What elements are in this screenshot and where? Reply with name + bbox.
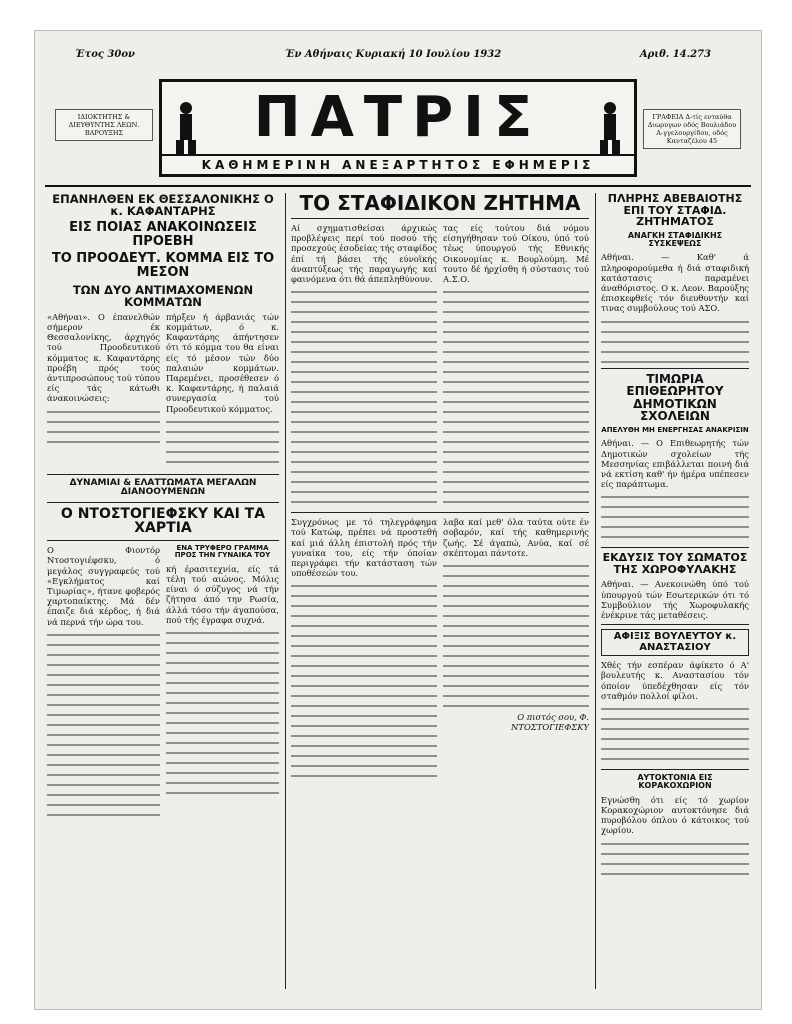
date-line [35, 49, 761, 65]
subhead-uncertainty: ΑΝΑΓΚΗ ΣΤΑΦΙΔΙΚΗΣ ΣΥΣΚΕΨΕΩΣ [627, 230, 723, 249]
headline-anastasiou: ΑΦΙΞΙΣ ΒΟΥΛΕΥΤΟΥ κ. ΑΝΑΣΤΑΣΙΟΥ [601, 629, 749, 656]
article-text: Εγνώσθη ότι είς τό χωρίον Κορακοχώριον αυτοκτόνησε διά πυροβόλου όπλου ό κάτοικος τού χωρίου. [601, 794, 749, 836]
headline-ntostogiefsky: Ο ΝΤΟΣΤΟΓΙΕΦΣΚΥ ΚΑΙ ΤΑ ΧΑΡΤΙΑ [60, 505, 266, 537]
issue-number: Αριθ. 14.273 [639, 49, 711, 60]
article-text: λαβα καί μεθ' όλα ταύτα ούτε έν σοβαρόν, καί τής καθημερινής ζωής. Σέ άγαπώ, Ανύα, καί σέ σκέπτομαι πάντοτε. [443, 517, 589, 558]
article-text: Χθές τήν εσπέραν άφίκετο ό Α' βουλευτής κ. Αναστασίου τόν όποίον ύπεδέχθησαν είς τόν σταθμόν πολλοί φίλοι. [601, 660, 749, 701]
article-text: πήρξεν ή άρβανιάς τών κομμάτων, ό κ. Καφαντάρης άπήντησεν ότι τό κόμμα του θα είναι είς τό μέσον τών δύο παλαιών κομμάτων. Παρεμένει, προσέθεσεν ό κ. Καφαντάρης, ή παλαιά συνεργασία τού Προοδευτικού κόμματος. [166, 311, 279, 414]
year-label: Έτος 30ον [75, 49, 135, 60]
headline-suicide: ΑΥΤΟΚΤΟΝΙΑ ΕΙΣ ΚΟΡΑΚΟΧΩΡΙΟΝ [637, 773, 713, 791]
article-text: κή έρασιτεχνία, είς τά τέλη τού αιώνος. Μόλις είναι ό σύζυγος νά τήν ζήτησα άπό την Ρωσία, άλλά τόσο τήν άγαπούσα, πού τής έγραφα συχνά. [166, 563, 279, 625]
publisher-box [55, 109, 153, 141]
headline-dynamics: ΔΥΝΑΜΙΑΙ & ΕΛΑΤΤΩΜΑΤΑ ΜΕΓΑΛΩΝ ΔΙΑΝΟΟΥΜΕΝΩΝ [69, 477, 257, 498]
headline-stafidikon: ΤΟ ΣΤΑΦΙΔΙΚΟΝ ΖΗΤΗΜΑ [299, 193, 581, 215]
column-divider [285, 193, 286, 989]
headline-kafantaris-4: ΤΩΝ ΔΥΟ ΑΝΤΙΜΑΧΟΜΕΝΩΝ ΚΟΜΜΑΤΩΝ [72, 282, 254, 309]
article-text: Αθήναι. — Ο Επιθεωρητής τών Δημοτικών σχολείων τής Μεσσηνίας επιβάλλεται ποινή διά νά εκτίση καθ' ήν ήμέρα υπέπεσεν είς παράπτωμα. [601, 438, 749, 490]
headline-kafantaris: ΕΠΑΝΗΛΘΕΝ ΕΚ ΘΕΣΣΑΛΟΝΙΚΗΣ Ο κ. ΚΑΦΑΝΤΑΡΗΣ [52, 193, 274, 219]
column-left [47, 193, 279, 989]
headline-uncertainty: ΠΛΗΡΗΣ ΑΒΕΒΑΙΟΤΗΣ ΕΠΙ ΤΟΥ ΣΤΑΦΙΔ. ΖΗΤΗΜΑΤΟΣ [607, 193, 743, 229]
masthead-rule [45, 185, 751, 187]
article-text: Αθήναι. — Ανεκοινώθη ύπό τού ύπουργού τών Εσωτερικών ότι τό Συμβούλιον τής Χωροφυλακής ένέκρινε τάς μεταθέσεις. [601, 579, 749, 621]
article-text: τας είς τούτου διά νόμου είσηγήθησαν τού Οίκου, ύπό τού τέως ύπουργού τής Εθνικής Οικονομίας κ. Βουρλούμη. Μέ τουτο δέ ήρχίσθη ή σύστασις τού Α.Σ.Ο. [443, 223, 589, 285]
article-text: Συγχρόνως με τό τηλεγράφημα τού Κατώφ, πρέπει νά προστεθή καί μιά άλλη έπιστολή πρός τήν γυναίκα του, είς τήν όποίαν περιγράφει τήν κατάσταση τών υποθέσεών του. [291, 517, 437, 579]
article-text: Ο Φιοντόρ Ντοστογιέφσκυ, ό μεγάλος συγγραφεύς τού «Εγκλήματος καί Τιμωρίας», ήτανε φοβερός χαρτοπαίκτης. Μά δέν έπαιζε διά κέρδος, ή διά νά περνά τήν ώρα του. [47, 545, 160, 627]
office-text: ΓΡΑΦΕΙΑ Δ-τίς ενταύθα Διωρυγων οδός Βουλιάδου Α-γγελουργίδου, οδός Κανταζέλου 45 [647, 113, 737, 145]
date-label: Έν Αθήναις Κυριακή 10 Ιουλίου 1932 [285, 49, 502, 60]
column-right [601, 193, 749, 989]
right-figure-icon [594, 100, 626, 156]
headline-kafantaris-3: ΤΟ ΠΡΟΟΔΕΥΤ. ΚΟΜΜΑ ΕΙΣ ΤΟ ΜΕΣΟΝ [51, 251, 275, 281]
headline-punishment: ΤΙΜΩΡΙΑ ΕΠΙΘΕΩΡΗΤΟΥ ΔΗΜΟΤΙΚΩΝ ΣΧΟΛΕΙΩΝ [626, 371, 724, 424]
newspaper-title: ΠΑΤΡΙΣ [253, 85, 543, 150]
article-text: Αθήναι. — Καθ' ά πληροφορούμεθα ή διά σταφιδική κατάστασις παραμένει άναθόριστος. Ο κ. Λεον. Βαρούξης έπισκεφθείς τόν διευθυντήν καί τινας συμβούλους τού ΑΣΟ. [601, 252, 749, 314]
title-box [159, 79, 637, 177]
article-text: «Αθήναι». Ο έπανελθών σήμερον έκ Θεσσαλονίκης, άρχηγός τού Προοδευτικού κόμματος κ. Καφαντάρης προέβη πρός τούς άντιπροσώπους τού τύπου είς τάς κάτωθι άνακοινώσεις: [47, 311, 160, 404]
letter-headline: ΕΝΑ ΤΡΥΦΕΡΟ ΓΡΑΜΜΑ ΠΡΟΣ ΤΗΝ ΓΥΝΑΙΚΑ ΤΟΥ [174, 544, 271, 560]
subhead-punishment: ΑΠΕΛΥΘΗ ΜΗ ΕΝΕΡΓΗΣΑΣ ΑΝΑΚΡΙΣΙΝ [601, 426, 749, 435]
masthead [55, 71, 741, 179]
headline-choir: ΕΚΔΥΣΙΣ ΤΟΥ ΣΩΜΑΤΟΣ ΤΗΣ ΧΩΡΟΦΥΛΑΚΗΣ [602, 551, 748, 576]
office-box [643, 109, 741, 149]
publisher-text: ΙΔΙΟΚΤΗΤΗΣ & ΔΙΕΥΘΥΝΤΗΣ ΛΕΩΝ. ΒΑΡΟΥΞΗΣ [68, 113, 140, 137]
column-center [291, 193, 589, 989]
signature: Ο πιστός σου, Φ. ΝΤΟΣΤΟΓΙΕΦΣΚΥ [511, 712, 589, 733]
newspaper-page [34, 30, 762, 1010]
headline-kafantaris-2: ΕΙΣ ΠΟΙΑΣ ΑΝΑΚΟΙΝΩΣΕΙΣ ΠΡΟΕΒΗ [69, 220, 257, 249]
article-text: Αί σχηματισθείσαι άρχικώς προβλέψεις περί τού ποσού τής προσεχούς έσοδείας τής σταφίδος έπί τή βάσει τής εύνοϊκής άναπτύξεως τής παραγωγής καί φαινόμενα ότι θά άπεπληθύνουν. [291, 223, 437, 285]
column-divider [595, 193, 596, 989]
newspaper-subtitle: ΚΑΘΗΜΕΡΙΝΗ ΑΝΕΞΑΡΤΗΤΟΣ ΕΦΗΜΕΡΙΣ [162, 154, 634, 172]
